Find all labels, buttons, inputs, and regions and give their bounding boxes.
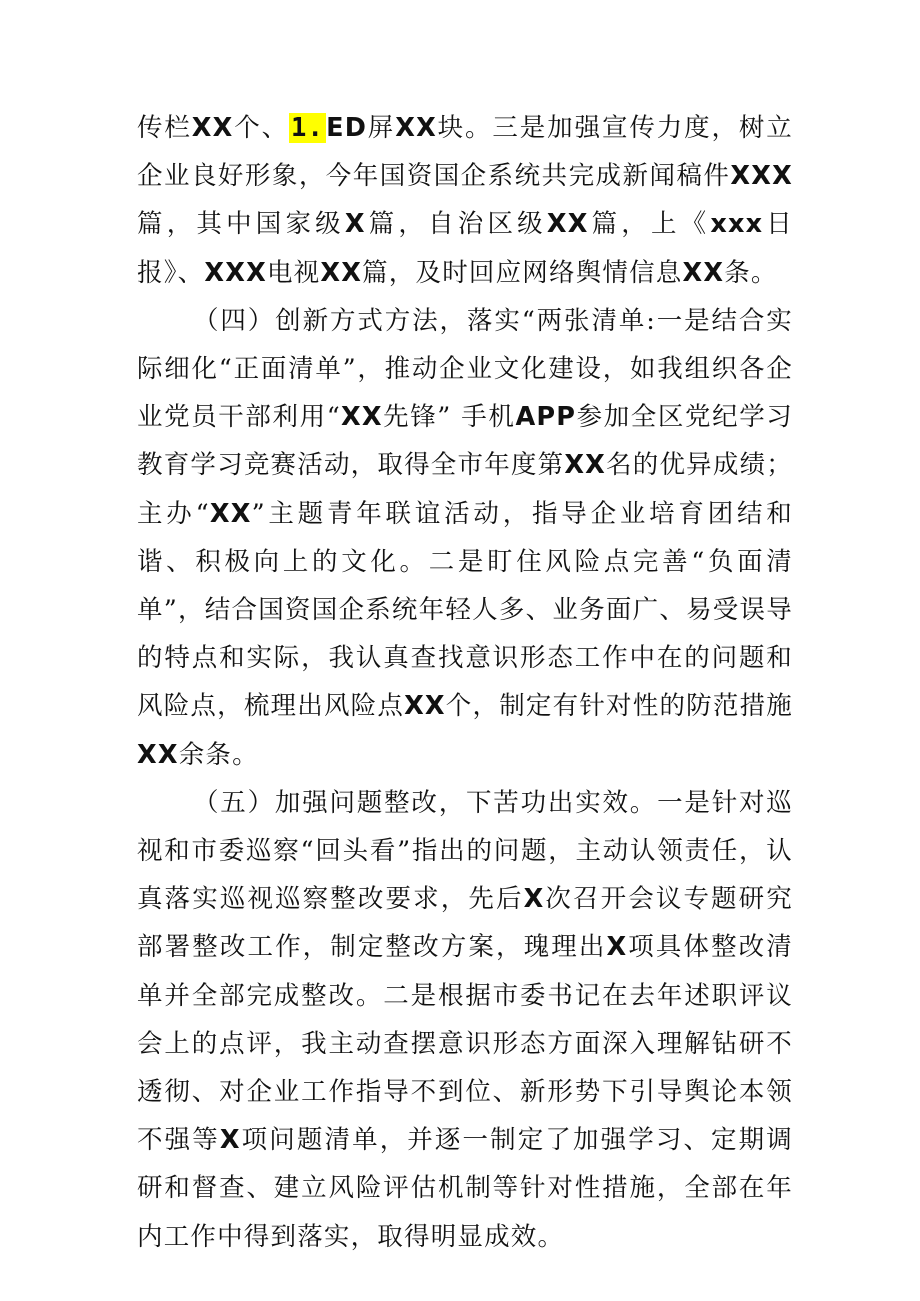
placeholder-text: ED xyxy=(326,113,368,143)
paragraph-p1 xyxy=(137,104,793,297)
text-run: 篇，自治区级 xyxy=(365,209,547,240)
placeholder-text: XX xyxy=(395,113,437,143)
placeholder-text: XX xyxy=(682,257,725,288)
placeholder-text: XX xyxy=(404,691,446,722)
text-run: 次召开会议专题研究部署整改工作，制定整改方案，瑰理出 xyxy=(137,884,793,963)
text-run: 传栏 xyxy=(137,113,192,143)
placeholder-text: XXX xyxy=(730,161,793,192)
text-run: （五）加强问题整改，下苦功出实效。一是针对巡视和市委巡察“回头看”指出的问题，主动认领责任，认真落实巡视巡察整改要求，先后 xyxy=(137,787,793,915)
text-run: 个，制定有针对性的防范措施 xyxy=(445,691,793,722)
placeholder-text: XXX xyxy=(204,257,267,288)
text-run: 屏 xyxy=(367,113,396,143)
text-run: 个、 xyxy=(233,113,289,143)
placeholder-text: XX xyxy=(320,257,363,288)
paragraph-section-4 xyxy=(137,297,793,779)
text-run: 项具体整改清单并全部完成整改。二是根据市委书记在去年述职评议会上的点评，我主动查摆意识形态方面深入理解钻研不透彻、对企业工作指导不到位、新形势下引导舆论本领不强等 xyxy=(137,932,793,1156)
placeholder-text: XX xyxy=(137,739,179,770)
placeholder-text: XX xyxy=(209,498,252,529)
text-run: 项问题清单，并逐一制定了加强学习、定期调研和督查、建立风险评估机制等针对性措施，全部在年内工作中得到落实，取得明显成效。 xyxy=(137,1125,793,1252)
placeholder-text: X xyxy=(606,932,628,963)
placeholder-text: APP xyxy=(515,402,577,433)
text-run: ”主题青年联谊活动，指导企业培育团结和谐、积极向上的文化。二是盯住风险点完善“负面清单”，结合国资国企系统年轻人多、业务面广、易受误导的特点和实际，我认真查找意识形态工作中在的问题和风险点，梳理出风险点 xyxy=(137,498,794,722)
paragraph-section-5 xyxy=(137,779,793,1261)
placeholder-text: XX xyxy=(191,113,234,143)
placeholder-text: X xyxy=(523,884,545,915)
placeholder-text: XX xyxy=(340,402,383,433)
placeholder-text: XX xyxy=(564,450,607,481)
text-run: 名的优异成绩；主办“ xyxy=(137,450,793,529)
highlighted-text: 1. xyxy=(291,113,325,143)
text-run: 日报》、 xyxy=(137,209,794,288)
text-run: 篇，其中国家级 xyxy=(137,209,345,240)
document-body xyxy=(137,104,793,1261)
text-run: 电视 xyxy=(266,257,321,288)
text-run: 余条。 xyxy=(178,739,259,770)
text-run: 先锋” 手机 xyxy=(382,402,516,433)
text-run: 条。 xyxy=(724,257,778,288)
placeholder-text: X xyxy=(344,209,366,240)
text-run: 参加全区党纪学习教育学习竞赛活动，取得全市年度第 xyxy=(137,402,794,481)
placeholder-text: XX xyxy=(546,209,589,240)
text-run: 篇，及时回应网络舆情信息 xyxy=(362,257,683,288)
text-run: 块。三是加强宣传力度，树立企业良好形象，今年国资国企系统共完成新闻稿件 xyxy=(137,113,794,192)
placeholder-text: xxx xyxy=(710,209,764,240)
text-run: （四）创新方式方法，落实“两张清单:一是结合实际细化“正面清单”，推动企业文化建设，如我组织各企业党员干部利用“ xyxy=(137,305,793,433)
text-run: 篇，上《 xyxy=(588,209,711,240)
placeholder-text: X xyxy=(219,1125,241,1156)
